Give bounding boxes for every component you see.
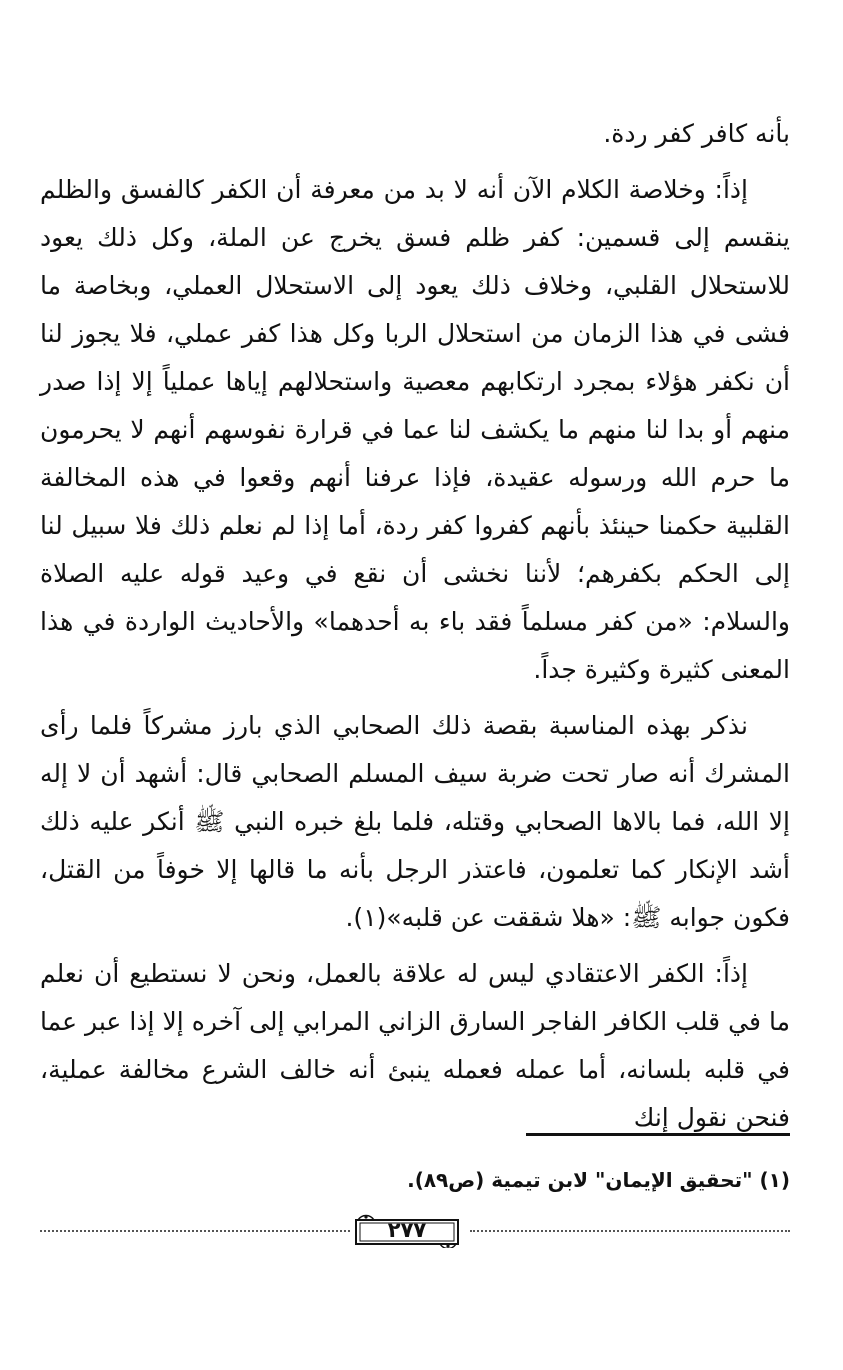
page-body bbox=[40, 110, 790, 1142]
page-number: ٢٧٧ bbox=[387, 1218, 427, 1242]
page-number-ornament bbox=[352, 1214, 462, 1246]
page-footer bbox=[40, 1212, 790, 1252]
paragraph-3: نذكر بهذه المناسبة بقصة ذلك الصحابي الذي بارز مشركاً فلما رأى المشرك أنه صار تحت ضربة سيف المسلم الصحابي قال: أشهد أن لا إله إلا الله، فما بالاها الصحابي وقتله، فلما بلغ خبره النبي ﷺ أنكر عليه ذلك أشد الإنكار كما تعلمون، فاعتذر الرجل بأنه ما قالها إلا خوفاً من القتل، فكون جوابه ﷺ: «هلا شققت عن قلبه»(١). bbox=[40, 711, 790, 932]
paragraph-4: إذاً: الكفر الاعتقادي ليس له علاقة بالعمل، ونحن لا نستطيع أن نعلم ما في قلب الكافر الفاجر السارق الزاني المرابي إلى آخره إلا إذا عبر عما في قلبه بلسانه، أما عمله فعمله ينبئ أنه خالف الشرع مخالفة عملية، فنحن نقول إنك bbox=[40, 959, 790, 1132]
footnote: (١) "تحقيق الإيمان" لابن تيمية (ص٨٩). bbox=[407, 1168, 790, 1192]
footer-dotted-rule-right bbox=[470, 1230, 790, 1232]
paragraph-2: إذاً: وخلاصة الكلام الآن أنه لا بد من معرفة أن الكفر كالفسق والظلم ينقسم إلى قسمين: كفر ظلم فسق يخرج عن الملة، وكل ذلك يعود للاستحلال القلبي، وخلاف ذلك يعود إلى الاستحلال العملي، وبخاصة ما فشى في هذا الزمان من استحلال الربا وكل هذا كفر عملي، فلا يجوز لنا أن نكفر هؤلاء بمجرد ارتكابهم معصية واستحلالهم إياها عملياً إلا إذا صدر منهم أو بدا لنا منهم ما يكشف لنا عما في قرارة نفوسهم أنهم لا يحرمون ما حرم الله ورسوله عقيدة، فإذا عرفنا أنهم وقعوا في هذه المخالفة القلبية حكمنا حينئذ بأنهم كفروا كفر ردة، أما إذا لم نعلم ذلك فلا سبيل لنا إلى الحكم بكفرهم؛ لأننا نخشى أن نقع في وعيد قوله عليه الصلاة والسلام: «من كفر مسلماً فقد باء به أحدهما» والأحاديث الواردة في هذا المعنى كثيرة وكثيرة جداً. bbox=[40, 175, 790, 684]
paragraph-1: بأنه كافر كفر ردة. bbox=[603, 119, 790, 148]
footnote-separator bbox=[526, 1133, 790, 1136]
footer-dotted-rule-left bbox=[40, 1230, 350, 1232]
